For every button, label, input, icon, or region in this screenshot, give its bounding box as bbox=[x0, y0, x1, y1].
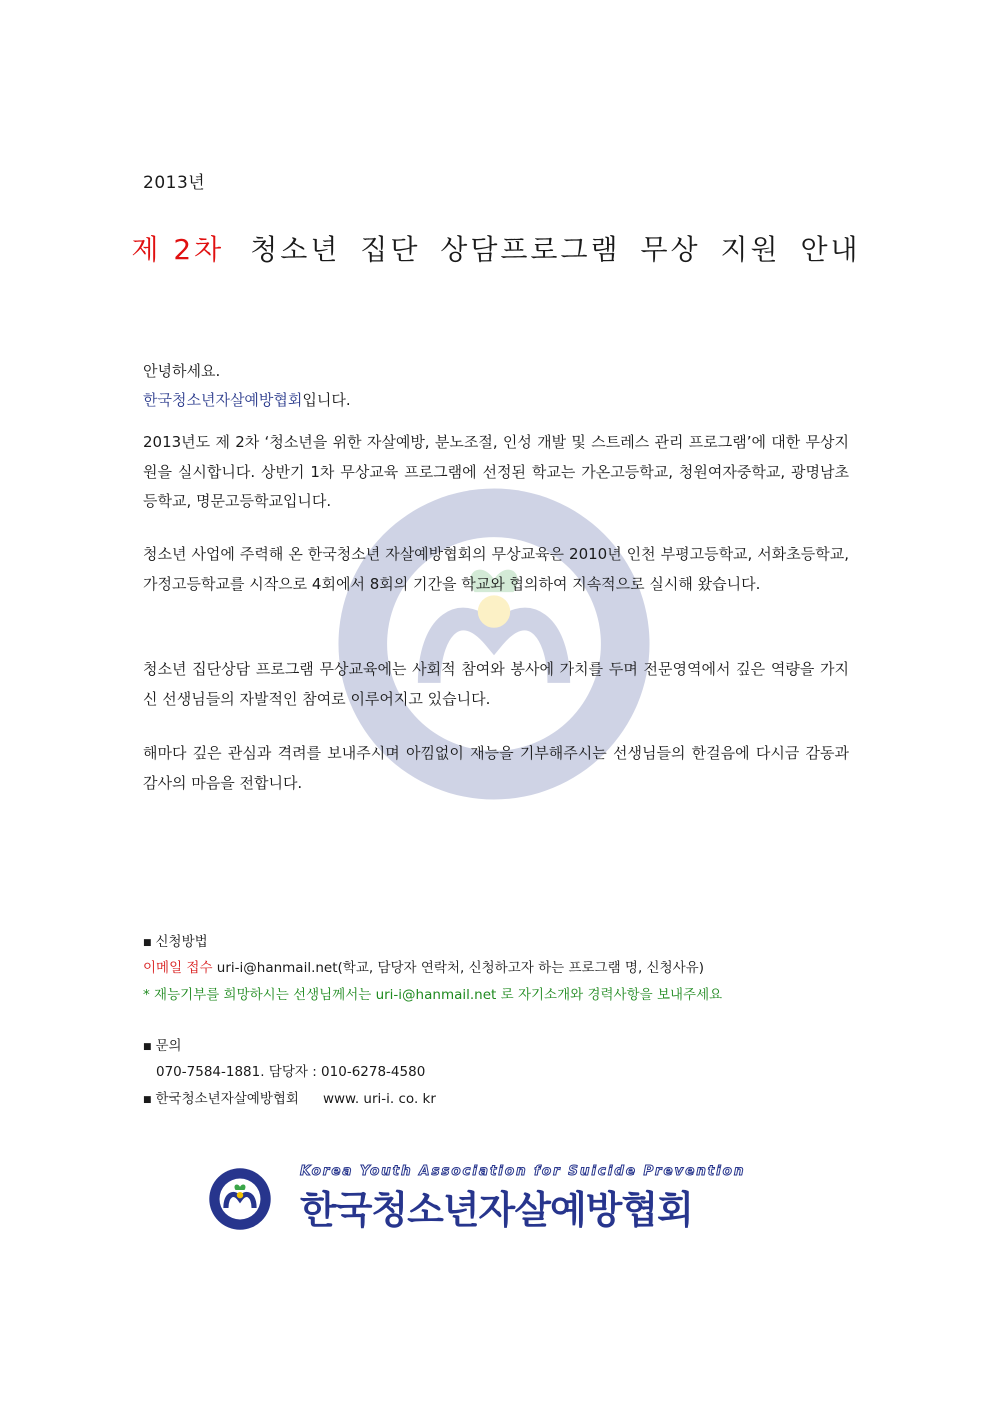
bullet-icon: ■ bbox=[143, 938, 152, 948]
paragraph-history: 청소년 사업에 주력해 온 한국청소년 자살예방협회의 무상교육은 2010년 인천 부평고등학교, 서화초등학교, 가정고등학교를 시작으로 4회에서 8회의 기간을 학교와 협의하여 지속적으로 실시해 왔습니다. bbox=[143, 545, 849, 593]
apply-email-line bbox=[143, 956, 704, 976]
association-emblem-icon bbox=[208, 1167, 272, 1231]
paragraph-volunteers: 청소년 집단상담 프로그램 무상교육에는 사회적 참여와 봉사에 가치를 두며 전문영역에서 깊은 역량을 가지신 선생님들의 자발적인 참여로 이루어지고 있습니다. bbox=[143, 660, 849, 708]
organization-name: 한국청소년자살예방협회 bbox=[143, 391, 303, 409]
bullet-icon: ■ bbox=[143, 1095, 152, 1105]
page-title bbox=[0, 228, 992, 268]
contact-heading: ■ 문의 bbox=[143, 1038, 182, 1054]
paragraph-thanks: 해마다 깊은 관심과 격려를 보내주시며 아낌없이 재능을 기부해주시는 선생님들의 한걸음에 다시금 감동과 감사의 마음을 전합니다. bbox=[143, 744, 849, 792]
greeting-line: 안녕하세요. bbox=[143, 362, 221, 380]
donation-email-link[interactable]: uri-i@hanmail.net bbox=[375, 987, 497, 1003]
bullet-icon: ■ bbox=[143, 1042, 152, 1052]
logo-english-name: Korea Youth Association for Suicide Prevention bbox=[300, 1163, 746, 1179]
apply-heading: ■ 신청방법 bbox=[143, 934, 208, 950]
introduction-line bbox=[143, 386, 351, 415]
contact-org-line bbox=[143, 1087, 436, 1107]
email-detail: uri-i@hanmail.net(학교, 담당자 연락처, 신청하고자 하는 프로그램 명, 신청사유) bbox=[212, 960, 704, 976]
contact-phones: 070-7584-1881. 담당자 : 010-6278-4580 bbox=[156, 1064, 426, 1080]
title-round: 제 2차 bbox=[131, 233, 225, 266]
website-link[interactable]: www. uri-i. co. kr bbox=[322, 1091, 436, 1107]
organization-logo bbox=[208, 1163, 748, 1232]
paragraph-program-announcement: 2013년도 제 2차 ‘청소년을 위한 자살예방, 분노조절, 인성 개발 및 스트레스 관리 프로그램’에 대한 무상지원을 실시합니다. 상반기 1차 무상교육 프로그램에 선정된 학교는 가온고등학교, 청원여자중학교, 광명남초등학교, 명문고등학교입니다. bbox=[143, 433, 849, 510]
email-label: 이메일 접수 bbox=[143, 960, 213, 976]
title-text: 청소년 집단 상담프로그램 무상 지원 안내 bbox=[250, 233, 861, 266]
introduction-suffix: 입니다. bbox=[302, 391, 351, 409]
contact-org-name: 한국청소년자살예방협회 bbox=[155, 1091, 299, 1107]
logo-korean-name: 한국청소년자살예방협회 bbox=[300, 1188, 693, 1232]
donation-note: * 재능기부를 희망하시는 선생님께서는 uri-i@hanmail.net 로 자기소개와 경력사항을 보내주세요 bbox=[143, 987, 723, 1003]
greeting bbox=[143, 357, 351, 415]
year-label: 2013년 bbox=[143, 173, 206, 193]
